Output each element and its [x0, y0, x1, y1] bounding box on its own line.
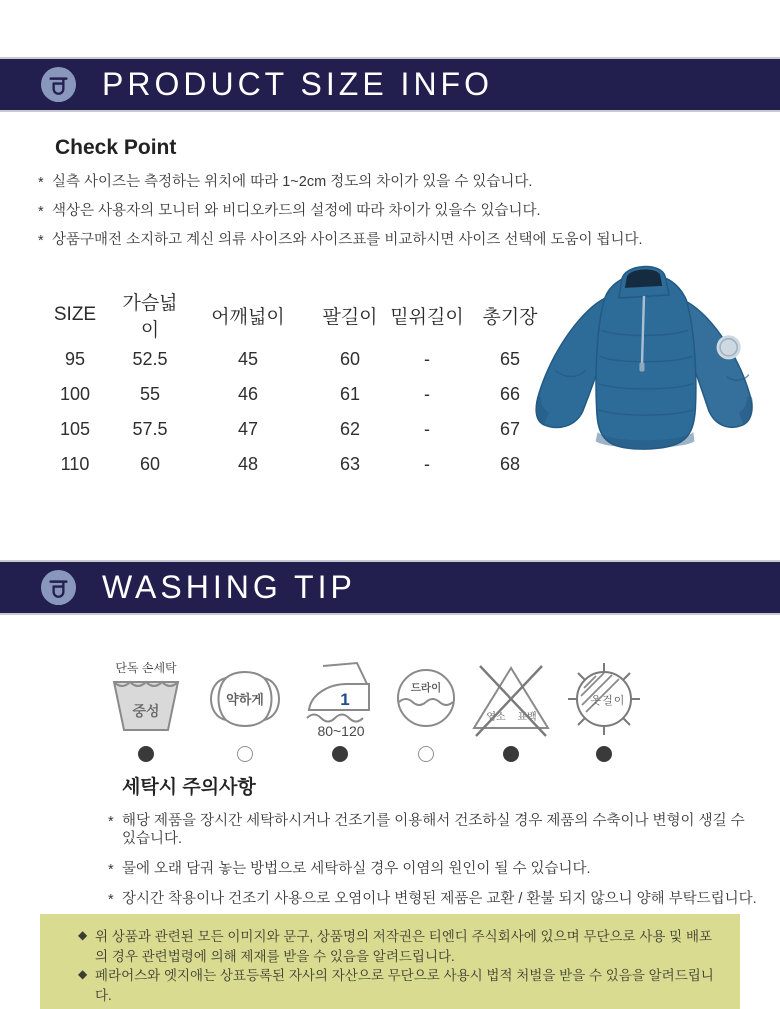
iron-icon [295, 658, 385, 740]
notice-text: 위 상품과 관련된 모든 이미지와 문구, 상품명의 저작권은 티엔디 주식회사에 있으며 무단으로 사용 및 배포의 경우 관련법령에 의해 제재를 받을 수 있음을 알려드립니다. [95, 929, 713, 964]
iron-item [295, 658, 385, 762]
cell: 52.5 [132, 349, 168, 369]
notice-item [78, 966, 722, 1005]
cell: 60 [139, 454, 161, 474]
cell: 67 [499, 419, 521, 439]
col-header-size: SIZE [53, 304, 97, 325]
diamond-bullet: ◆ [78, 928, 88, 942]
cell: 45 [237, 349, 259, 369]
asterisk-bullet: * [108, 814, 114, 830]
care-note-text: 장시간 착용이나 건조기 사용으로 오염이나 변형된 제품은 교환 / 환불 되지 않으니 양해 부탁드립니다. [122, 891, 757, 908]
table-row [35, 342, 555, 377]
dry-clean-state-dot [418, 746, 434, 762]
asterisk-bullet: * [38, 204, 44, 221]
check-point-item [38, 173, 738, 191]
svg-text:1: 1 [340, 690, 350, 709]
check-point-text: 색상은 사용자의 모니터 와 비디오카드의 설정에 따라 차이가 있을수 있습니다. [52, 203, 541, 220]
product-size-info-banner [0, 57, 780, 112]
hand-wash-icon [98, 658, 194, 740]
asterisk-bullet: * [38, 233, 44, 250]
care-note-item [108, 812, 758, 848]
hand-wash-item [98, 658, 194, 762]
cell: 48 [237, 454, 259, 474]
size-table-header-row [35, 288, 555, 342]
check-point-item [38, 231, 738, 249]
care-note-item [108, 860, 758, 878]
svg-text:단독 손세탁: 단독 손세탁 [115, 661, 177, 675]
cell: 62 [339, 419, 361, 439]
wring-weak-icon [200, 658, 290, 740]
care-notes-section [108, 772, 758, 921]
svg-text:80~120: 80~120 [317, 723, 365, 739]
wring-state-dot [237, 746, 253, 762]
cell: 66 [499, 384, 521, 404]
washing-icons-row [98, 658, 646, 762]
cell: - [424, 349, 430, 369]
cell: 60 [339, 349, 361, 369]
check-point-heading: Check Point [55, 136, 177, 159]
cell: 61 [339, 384, 361, 404]
no-chlorine-bleach-icon [466, 658, 556, 740]
table-row [35, 377, 555, 412]
table-row [35, 412, 555, 447]
hang-dry-state-dot [596, 746, 612, 762]
table-row [35, 447, 555, 482]
wring-item [200, 658, 290, 762]
cell: 63 [339, 454, 361, 474]
svg-text:약하게: 약하게 [225, 692, 264, 707]
product-image [515, 248, 777, 488]
col-header-rise: 밑위길이 [390, 306, 464, 328]
check-point-section [38, 136, 738, 260]
notice-item [78, 927, 722, 966]
cell: 46 [237, 384, 259, 404]
brand-logo-icon [40, 66, 77, 103]
asterisk-bullet: * [108, 862, 114, 879]
cell: 65 [499, 349, 521, 369]
cell: - [424, 384, 430, 404]
hang-dry-icon [562, 658, 646, 740]
care-note-text: 해당 제품을 장시간 세탁하시거나 건조기를 이용해서 건조하실 경우 제품의 수축이나 변형이 생길 수 있습니다. [122, 813, 745, 848]
iron-state-dot [332, 746, 348, 762]
svg-text:염소: 염소 [486, 712, 507, 723]
asterisk-bullet: * [38, 175, 44, 191]
size-table [35, 288, 555, 482]
asterisk-bullet: * [108, 892, 114, 909]
no-bleach-state-dot [503, 746, 519, 762]
dry-clean-icon [391, 658, 461, 740]
cell: - [424, 454, 430, 474]
svg-text:옷걸이: 옷걸이 [590, 695, 626, 707]
cell: 55 [139, 384, 161, 404]
col-header-sleeve: 팔길이 [322, 306, 378, 328]
care-note-item [108, 890, 758, 908]
svg-text:표백: 표백 [517, 712, 538, 723]
svg-text:드라이: 드라이 [410, 682, 441, 694]
hand-wash-state-dot [138, 746, 154, 762]
hang-dry-item [562, 658, 646, 762]
diamond-bullet: ◆ [78, 967, 88, 982]
check-point-list [38, 173, 738, 249]
care-note-text: 물에 오래 담궈 놓는 방법으로 세탁하실 경우 이염의 원인이 될 수 있습니다. [122, 861, 591, 878]
brand-logo-icon [40, 569, 77, 606]
dry-clean-item [391, 658, 461, 762]
washing-tip-banner [0, 560, 780, 615]
product-size-info-title: PRODUCT SIZE INFO [102, 66, 493, 102]
cell: 95 [64, 349, 86, 369]
cell: 110 [60, 454, 90, 474]
copyright-notice-box [40, 914, 740, 1009]
notice-text: 페라어스와 엣지애는 상표등록된 자사의 자산으로 무단으로 사용시 법적 처벌을 받을 수 있음을 알려드립니다. [95, 968, 714, 1003]
care-notes-list [108, 812, 758, 909]
svg-text:중성: 중성 [132, 703, 160, 719]
col-header-chest: 가슴넓이 [122, 293, 178, 341]
care-notes-heading: 세탁시 주의사항 [122, 777, 256, 798]
cell: 105 [59, 419, 91, 439]
cell: 100 [59, 384, 91, 404]
check-point-text: 상품구매전 소지하고 계신 의류 사이즈와 사이즈표를 비교하시면 사이즈 선택에 도움이 됩니다. [52, 232, 643, 249]
no-bleach-item [466, 658, 556, 762]
cell: 57.5 [132, 419, 168, 439]
col-header-shoulder: 어깨넓이 [211, 306, 285, 328]
check-point-item [38, 202, 738, 220]
cell: 68 [499, 454, 521, 474]
cell: - [424, 419, 430, 439]
col-header-length: 총기장 [482, 306, 538, 328]
check-point-text: 실측 사이즈는 측정하는 위치에 따라 1~2cm 정도의 차이가 있을 수 있습니다. [52, 174, 533, 190]
washing-tip-title: WASHING TIP [102, 569, 356, 605]
cell: 47 [237, 419, 259, 439]
